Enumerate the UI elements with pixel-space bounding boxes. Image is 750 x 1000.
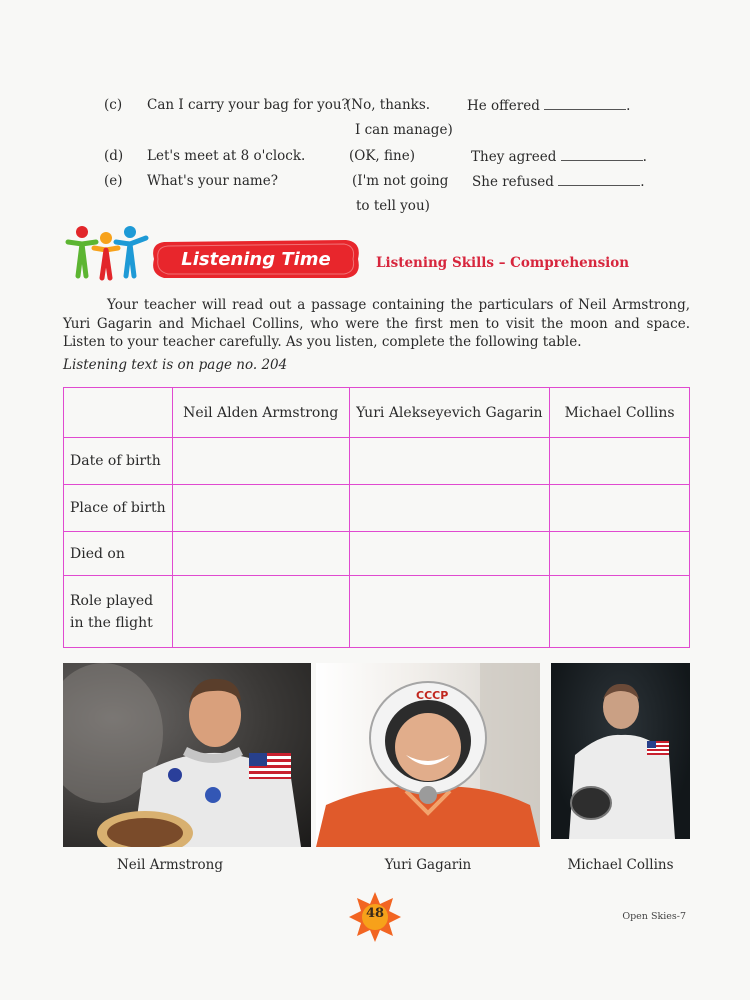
period: .	[640, 174, 645, 190]
answer-cell[interactable]	[349, 438, 550, 485]
answer-cell[interactable]	[172, 485, 349, 532]
answer-cell[interactable]	[172, 438, 349, 485]
item-label: (c)	[104, 97, 123, 113]
caption-yuri-gagarin: Yuri Gagarin	[384, 857, 472, 873]
item-response-line2: to tell you)	[356, 198, 430, 214]
answer-cell[interactable]	[550, 576, 690, 648]
section-subtitle: Listening Skills – Comprehension	[376, 255, 630, 271]
answer-blank[interactable]	[558, 173, 640, 186]
table-row	[64, 438, 690, 485]
table-row	[64, 532, 690, 576]
item-question: Can I carry your bag for you?	[147, 97, 349, 113]
header-cell: Michael Collins	[550, 388, 690, 438]
table-row	[64, 485, 690, 532]
banner-title: Listening Time	[181, 248, 331, 270]
period: .	[626, 98, 631, 114]
comprehension-table	[63, 387, 690, 648]
caption-neil-armstrong: Neil Armstrong	[116, 857, 223, 873]
answer-cell[interactable]	[349, 576, 550, 648]
row-label: Died on	[64, 532, 173, 576]
photo-neil-armstrong	[63, 663, 311, 847]
header-cell: Neil Alden Armstrong	[172, 388, 349, 438]
item-completion: They agreed	[471, 149, 557, 165]
photo-michael-collins	[551, 663, 690, 839]
row-label: Role played in the flight	[64, 576, 173, 648]
book-title: Open Skies-7	[622, 911, 686, 922]
page-number: 48	[365, 906, 385, 921]
header-cell-empty	[64, 388, 173, 438]
header-cell: Yuri Alekseyevich Gagarin	[349, 388, 550, 438]
answer-cell[interactable]	[550, 532, 690, 576]
photo-yuri-gagarin	[316, 663, 540, 847]
row-label: Date of birth	[64, 438, 173, 485]
item-label: (d)	[104, 148, 124, 164]
svg-text:CCCP: CCCP	[416, 689, 449, 702]
answer-cell[interactable]	[172, 576, 349, 648]
caption-michael-collins: Michael Collins	[567, 857, 674, 873]
instructions-paragraph: Your teacher will read out a passage containing the particulars of Neil Armstrong, Yuri Gagarin and Michael Collins, who were the first men to visit the moon and space. Listen to your teacher carefully. As you listen, complete the following table.	[63, 297, 690, 350]
answer-cell[interactable]	[172, 532, 349, 576]
item-response-line1: (I'm not going	[352, 173, 449, 189]
item-label: (e)	[104, 173, 123, 189]
item-response-line1: (OK, fine)	[349, 148, 415, 164]
people-icon	[60, 224, 156, 282]
item-question: What's your name?	[147, 173, 278, 189]
answer-cell[interactable]	[349, 485, 550, 532]
row-label: Place of birth	[64, 485, 173, 532]
period: .	[642, 149, 647, 165]
listening-note: Listening text is on page no. 204	[63, 357, 288, 373]
table-row	[64, 576, 690, 648]
answer-blank[interactable]	[544, 97, 626, 110]
answer-blank[interactable]	[561, 148, 643, 161]
answer-cell[interactable]	[349, 532, 550, 576]
item-response-line1: (No, thanks.	[346, 97, 431, 113]
item-question: Let's meet at 8 o'clock.	[147, 148, 306, 164]
item-completion: He offered	[467, 98, 540, 114]
item-completion: She refused	[472, 174, 554, 190]
answer-cell[interactable]	[550, 438, 690, 485]
item-response-line2: I can manage)	[355, 122, 453, 138]
table-header-row	[64, 388, 690, 438]
answer-cell[interactable]	[550, 485, 690, 532]
